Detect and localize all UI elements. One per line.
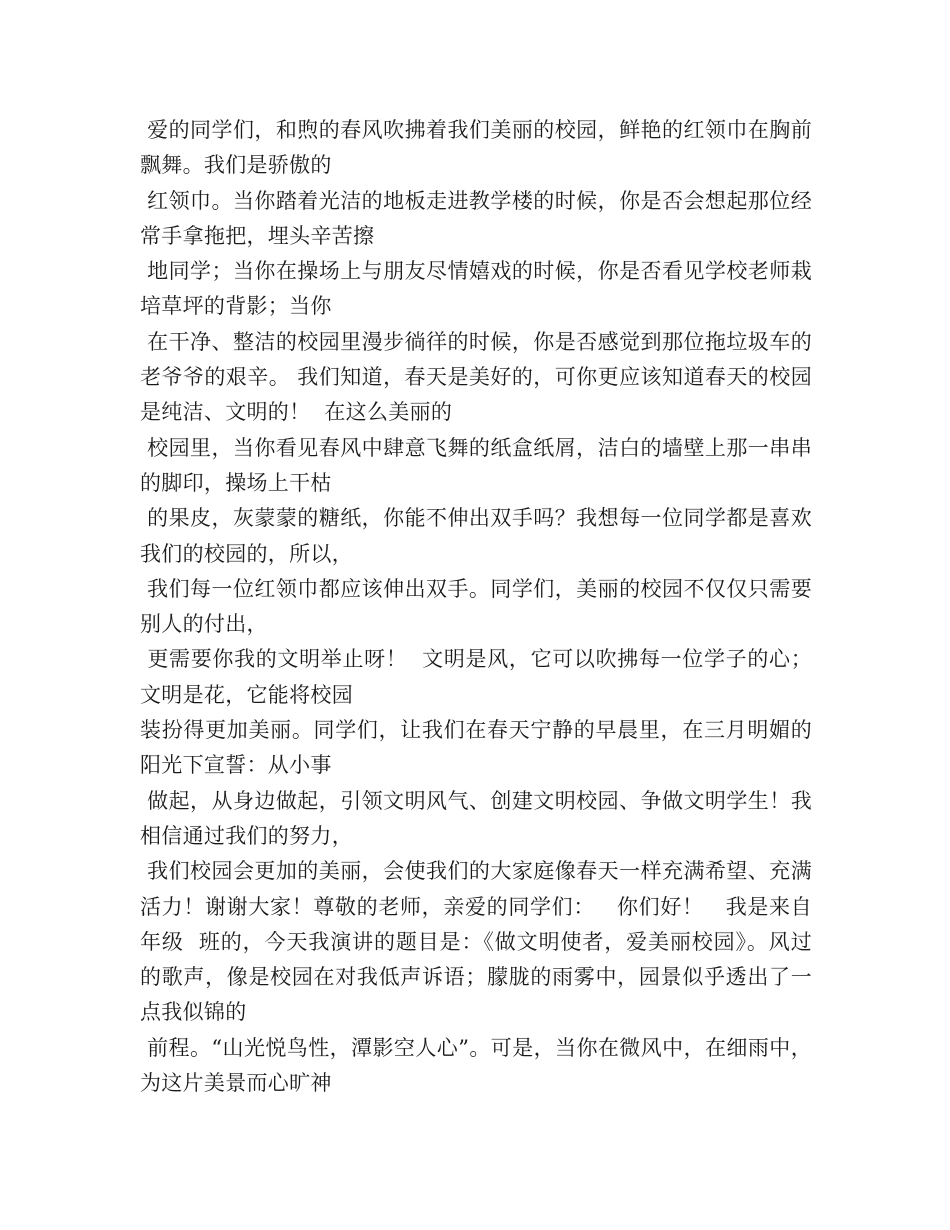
- paragraph-12: 前程。“山光悦鸟性，潭影空人心”。可是，当你在微风中，在细雨中，为这片美景而心旷神: [140, 1035, 812, 1096]
- paragraph-11: 我们校园会更加的美丽，会使我们的大家庭像春天一样充满希望、充满活力！谢谢大家！尊敬的老师，亲爱的同学们： 你们好！ 我是来自年级 班的，今天我演讲的题目是：《做文明使者，爱美丽校园》。风过的歌声，像是校园在对我低声诉语；朦胧的雨雾中，园景似乎透出了一点我似锦的: [140, 859, 813, 1025]
- speech-text: [140, 113, 812, 1101]
- paragraph-5: 校园里，当你看见春风中肆意飞舞的纸盒纸屑，洁白的墙壁上那一串串的脚印，操场上干枯: [140, 435, 813, 495]
- paragraph-9: 装扮得更加美丽。同学们，让我们在春天宁静的早晨里，在三月明媚的阳光下宣誓：从小事: [140, 718, 812, 778]
- paragraph-1: 爱的同学们，和煦的春风吹拂着我们美丽的校园，鲜艳的红领巾在胸前飘舞。我们是骄傲的: [140, 118, 813, 178]
- paragraph-3: 地同学；当你在操场上与朋友尽情嬉戏的时候，你是否看见学校老师栽培草坪的背影；当你: [140, 259, 813, 319]
- paragraph-2: 红领巾。当你踏着光洁的地板走进教学楼的时候，你是否会想起那位经常手拿拖把，埋头辛苦擦: [140, 188, 813, 248]
- paragraph-4: 在干净、整洁的校园里漫步徜徉的时候，你是否感觉到那位拖垃圾车的老爷爷的艰辛。 我们知道，春天是美好的，可你更应该知道春天的校园是纯洁、文明的！ 在这么美丽的: [140, 329, 813, 425]
- paragraph-7: 我们每一位红领巾都应该伸出双手。同学们，美丽的校园不仅仅只需要别人的付出，: [140, 576, 813, 637]
- paragraph-10: 做起，从身边做起，引领文明风气、创建文明校园、争做文明学生！我相信通过我们的努力，: [140, 788, 813, 848]
- paragraph-6: 的果皮，灰蒙蒙的糖纸，你能不伸出双手吗？我想每一位同学都是喜欢我们的校园的，所以，: [140, 506, 813, 566]
- paragraph-8: 更需要你我的文明举止呀！ 文明是风，它可以吹拂每一位学子的心；文明是花，它能将校园: [140, 647, 812, 707]
